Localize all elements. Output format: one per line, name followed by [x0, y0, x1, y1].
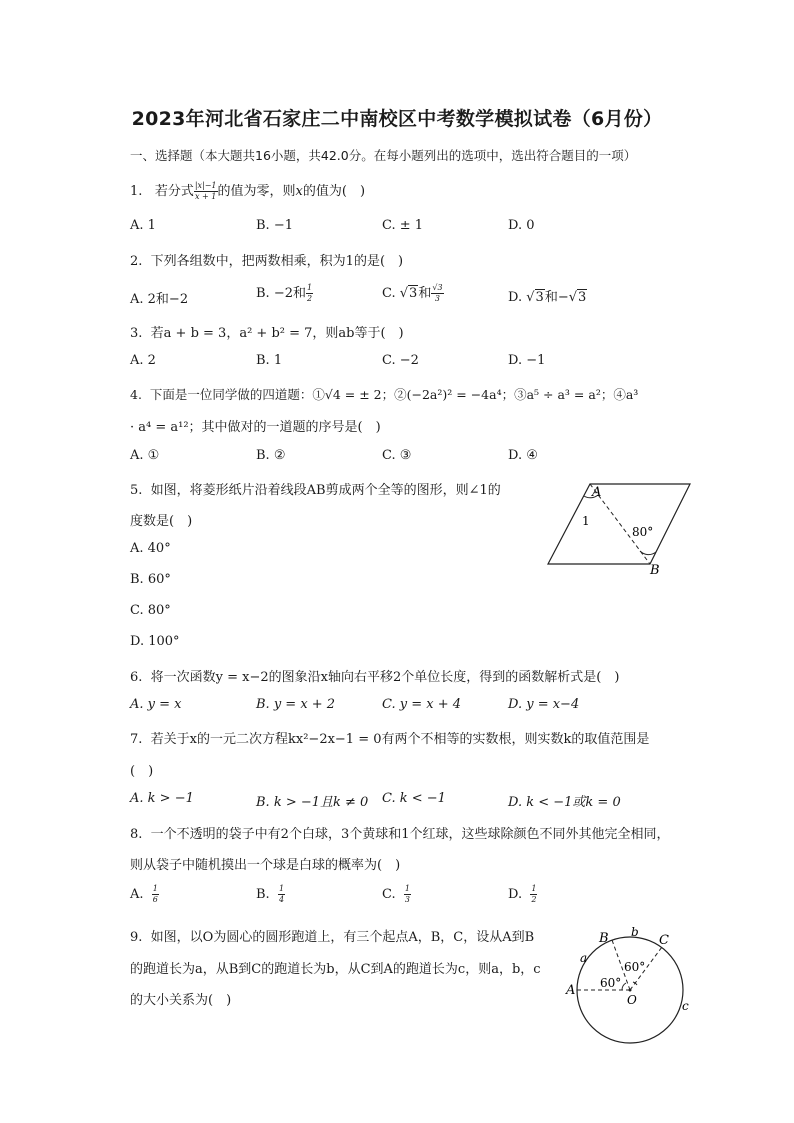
question-number: 1.	[130, 184, 143, 199]
question-8	[130, 823, 670, 842]
fraction-denominator: 6	[152, 895, 158, 904]
question-5	[130, 479, 501, 498]
center-point	[629, 989, 632, 992]
q8-option-d[interactable]	[508, 884, 537, 905]
question-text: 一个不透明的袋子中有2个白球，3个黄球和1个红球，这些球除颜色不同外其他完全相同，	[150, 827, 670, 842]
arc-label-a: a	[580, 951, 588, 965]
option-label: C.	[382, 286, 400, 301]
fraction	[530, 884, 537, 905]
option-label: C.	[382, 887, 396, 902]
question-text: 若分式	[154, 184, 194, 199]
fraction-numerator: 1	[531, 884, 537, 893]
question-text: 下列各组数中，把两数相乘，积为1的是( )	[150, 254, 404, 269]
angle-arc-2	[633, 982, 637, 985]
angle-label-1: 60°	[600, 976, 622, 990]
q8-option-b[interactable]	[256, 884, 285, 905]
option-text: 和	[418, 286, 432, 301]
question-text: 的值为( )	[302, 184, 366, 199]
fraction-numerator: 1	[152, 884, 158, 893]
q4-option-d[interactable]: D. ④	[508, 448, 538, 463]
question-number: 2.	[130, 254, 143, 269]
q1-option-b[interactable]: B. −1	[256, 218, 293, 233]
fraction-denominator: 2	[531, 895, 537, 904]
question-number: 6.	[130, 670, 143, 685]
question-1	[130, 180, 365, 202]
fraction-numerator: 1	[404, 884, 410, 893]
label-b: B	[599, 931, 609, 946]
fraction-denominator: 3	[434, 294, 440, 303]
angle-arc-1	[622, 983, 626, 990]
option-text: 和−	[544, 290, 569, 305]
option-label: B.	[256, 887, 270, 902]
fraction	[306, 283, 313, 304]
question-number: 5.	[130, 483, 143, 498]
question-7-line2: ( )	[130, 764, 154, 779]
q3-option-b[interactable]: B. 1	[256, 353, 283, 368]
label-b: B	[650, 563, 660, 574]
question-4	[130, 385, 638, 403]
rhombus-figure	[540, 478, 700, 574]
section-heading: 一、选择题（本大题共16小题，共42.0分。在每小题列出的选项中，选出符合题目的一项）	[130, 148, 637, 163]
angle-label-2: 60°	[624, 960, 646, 974]
radicand: 3	[578, 290, 587, 305]
question-number: 9.	[130, 930, 143, 945]
page-title: 2023年河北省石家庄二中南校区中考数学模拟试卷（6月份）	[131, 108, 663, 130]
label-a: A	[566, 983, 576, 998]
arc-label-c: c	[682, 999, 689, 1013]
fraction	[404, 884, 411, 905]
option-label: D.	[508, 887, 523, 902]
question-text: 若关于x的一元二次方程kx²−2x−1 = 0有两个不相等的实数根，则实数k的取值范围是	[150, 732, 650, 747]
q6-option-c[interactable]: C. y = x + 4	[382, 697, 462, 712]
arc-label-b: b	[631, 925, 639, 939]
q8-option-c[interactable]	[382, 884, 411, 905]
question-text: 如图，以O为圆心的圆形跑道上，有三个起点A，B，C，设从A到B	[150, 930, 535, 945]
rhombus-outline	[548, 484, 690, 564]
question-number: 8.	[130, 827, 143, 842]
fraction-denominator: 3	[404, 895, 410, 904]
q2-option-b[interactable]	[256, 282, 313, 304]
option-text: B. −2和	[256, 286, 306, 301]
q1-option-a[interactable]: A. 1	[130, 218, 156, 233]
option-label: D.	[508, 290, 527, 305]
variable: x	[295, 184, 303, 199]
q2-option-a[interactable]: A. 2和−2	[130, 292, 189, 307]
q5-option-d[interactable]: D. 100°	[130, 634, 180, 649]
q6-option-b[interactable]: B. y = x + 2	[256, 697, 336, 712]
q5-option-b[interactable]: B. 60°	[130, 572, 171, 587]
fraction-numerator: |x|−1	[194, 181, 217, 190]
label-o: O	[627, 993, 637, 1007]
question-7	[130, 728, 649, 747]
question-number: 7.	[130, 732, 143, 747]
q7-option-a[interactable]: A. k > −1	[130, 791, 194, 806]
question-2	[130, 250, 403, 269]
fraction-denominator: 2	[306, 294, 313, 303]
q1-option-c[interactable]: C. ± 1	[382, 218, 424, 233]
question-9-line3: 的大小关系为( )	[130, 993, 232, 1008]
question-6	[130, 666, 619, 685]
q4-option-c[interactable]: C. ③	[382, 448, 412, 463]
question-9	[130, 926, 534, 945]
question-9-line2: 的跑道长为a，从B到C的跑道长为b，从C到A的跑道长为c，则a，b，c	[130, 962, 541, 977]
q6-option-d[interactable]: D. y = x−4	[508, 697, 580, 712]
q3-option-c[interactable]: C. −2	[382, 353, 419, 368]
q8-option-a[interactable]	[130, 884, 159, 905]
fraction	[278, 884, 285, 905]
label-angle-80: 80°	[632, 525, 654, 539]
q3-option-d[interactable]: D. −1	[508, 353, 546, 368]
q7-option-d[interactable]: D. k < −1或k = 0	[508, 795, 621, 810]
q2-option-c[interactable]: C. √3和 $\frac{√3}{3}$	[382, 283, 443, 303]
option-label: A.	[130, 887, 144, 902]
question-number: 3.	[130, 326, 143, 341]
fraction-numerator: 1	[306, 283, 313, 292]
q4-option-b[interactable]: B. ②	[256, 448, 286, 463]
question-5-line2: 度数是( )	[130, 514, 193, 529]
q5-option-c[interactable]: C. 80°	[130, 603, 171, 618]
fraction	[431, 283, 443, 304]
label-angle-1: 1	[582, 514, 590, 528]
question-8-line2: 则从袋子中随机摸出一个球是白球的概率为( )	[130, 858, 401, 873]
q3-option-a[interactable]: A. 2	[130, 353, 156, 368]
q7-option-c[interactable]: C. k < −1	[382, 791, 446, 806]
question-text: 将一次函数y = x−2的图象沿x轴向右平移2个单位长度，得到的函数解析式是( )	[150, 670, 620, 685]
q1-option-d[interactable]: D. 0	[508, 218, 535, 233]
question-text: 如图，将菱形纸片沿着线段AB剪成两个全等的图形，则∠1的	[150, 483, 501, 498]
radicand: 3	[535, 290, 544, 305]
label-c: C	[659, 933, 669, 948]
q7-option-b[interactable]: B. k > −1且k ≠ 0	[256, 795, 369, 810]
q5-option-a[interactable]: A. 40°	[130, 541, 171, 556]
question-3	[130, 322, 404, 341]
question-number: 4.	[130, 387, 142, 402]
label-a: A	[592, 485, 602, 500]
fraction-numerator: 1	[278, 884, 285, 893]
fraction	[152, 884, 159, 905]
question-4-line2: · a⁴ = a¹²；其中做对的一道题的序号是( )	[130, 420, 381, 435]
fraction-denominator: x + 1	[194, 192, 217, 201]
radicand: 3	[409, 286, 418, 301]
q2-option-d[interactable]: D. √3和−√3	[508, 290, 587, 305]
fraction-denominator: 4	[278, 895, 285, 904]
question-text: 的值为零，则	[217, 184, 296, 199]
question-text: 若a + b = 3，a² + b² = 7，则ab等于( )	[150, 326, 404, 341]
q4-option-a[interactable]: A. ①	[130, 448, 160, 463]
fraction	[194, 181, 218, 202]
q6-option-a[interactable]: A. y = x	[130, 697, 182, 712]
fraction-numerator: √3	[432, 283, 443, 292]
question-text: 下面是一位同学做的四道题：①√4 = ± 2；②(−2a²)² = −4a⁴；③a⁵ ÷ a³ = a²；④a³	[149, 387, 639, 402]
circle-track-figure	[560, 922, 700, 1048]
